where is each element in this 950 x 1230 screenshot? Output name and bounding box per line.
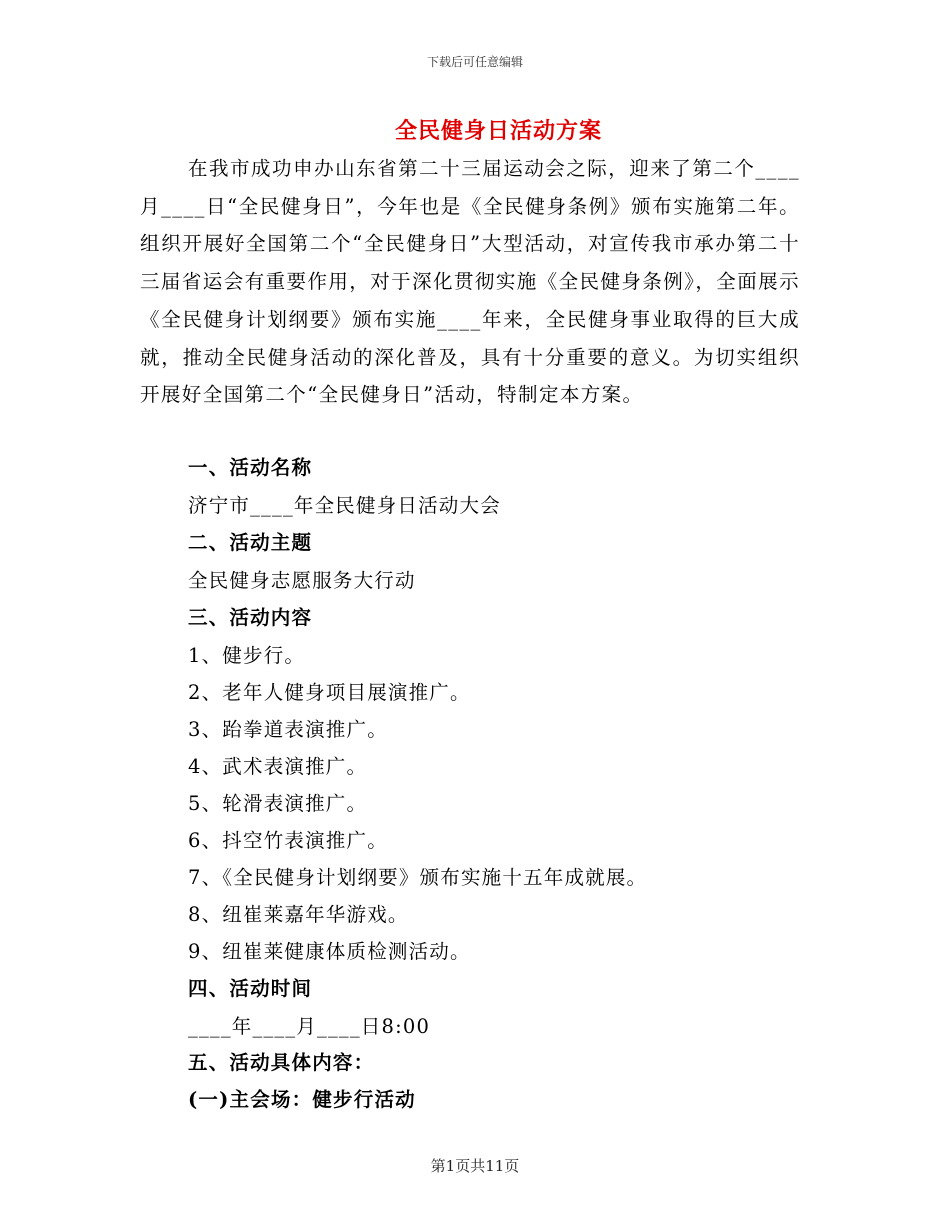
- section-5-heading: 五、活动具体内容：: [188, 1051, 375, 1074]
- section-5-subheading: (一)主会场：健步行活动: [188, 1088, 416, 1111]
- section-1-text: 济宁市____年全民健身日活动大会: [188, 494, 501, 517]
- section-2-heading: 二、活动主题: [188, 531, 313, 554]
- page-number: 第1页共11页: [430, 1157, 520, 1175]
- section-4-heading: 四、活动时间: [188, 977, 313, 1000]
- section-1-heading: 一、活动名称: [188, 456, 313, 479]
- section-2-text: 全民健身志愿服务大行动: [188, 569, 416, 592]
- intro-paragraph: 在我市成功申办山东省第二十三届运动会之际，迎来了第二个____月____日“全民健身日”，今年也是《全民健身条例》颁布实施第二年。组织开展好全国第二个“全民健身日”大型活动，对宣传我市承办第二十三届省运会有重要作用，对于深化贯彻实施《全民健身条例》，全面展示《全民健身计划纲要》颁布实施____年来，全民健身事业取得的巨大成就，推动全民健身活动的深化普及，具有十分重要的意义。为切实组织开展好全国第二个“全民健身日”活动，特制定本方案。: [140, 157, 800, 407]
- section-4-text: ____年____月____日8:00: [188, 1015, 431, 1038]
- list-item: 5、轮滑表演推广。: [188, 792, 368, 815]
- list-item: 7、《全民健身计划纲要》颁布实施十五年成就展。: [188, 866, 648, 889]
- list-item: 1、健步行。: [188, 644, 306, 667]
- list-item: 3、跆拳道表演推广。: [188, 718, 388, 741]
- list-item: 9、纽崔莱健康体质检测活动。: [188, 940, 471, 963]
- header-note: 下载后可任意编辑: [426, 55, 523, 69]
- list-item: 2、老年人健身项目展演推广。: [188, 681, 471, 704]
- list-item: 4、武术表演推广。: [188, 755, 368, 778]
- document-title: 全民健身日活动方案: [394, 118, 602, 144]
- list-item: 8、纽崔莱嘉年华游戏。: [188, 903, 409, 926]
- section-3-heading: 三、活动内容: [188, 606, 313, 629]
- list-item: 6、抖空竹表演推广。: [188, 829, 388, 852]
